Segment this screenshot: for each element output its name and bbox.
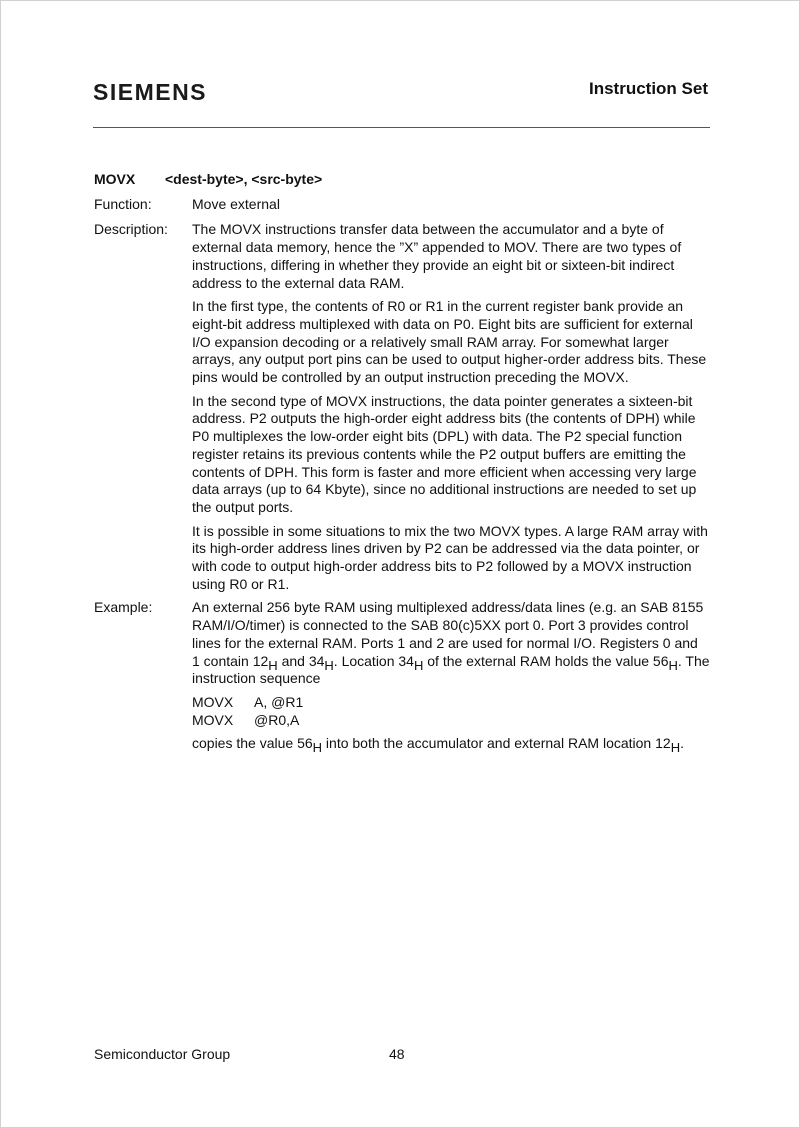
page-number: 48 [389, 1046, 405, 1062]
instruction-mnemonic: MOVX [94, 171, 136, 187]
text-line: pins would be controlled by an output instruction preceding the MOVX. [192, 369, 629, 386]
description-paragraph [192, 298, 724, 387]
text-line: address. P2 outputs the high-order eight address bits (the contents of DPH) while [192, 410, 696, 427]
description-row [94, 221, 724, 599]
text-run: An external 256 byte RAM using multiplexed address/data lines (e.g. an SAB 8155 [192, 599, 704, 616]
code-line [192, 712, 724, 730]
example-body [192, 599, 724, 756]
opcode: MOVX [192, 693, 234, 710]
text-line: using R0 or R1. [192, 575, 290, 592]
example-row [94, 599, 724, 756]
text-line [192, 670, 724, 688]
subscript-hex: H [670, 740, 681, 756]
siemens-logo: SIEMENS [93, 79, 208, 105]
code-listing [192, 694, 724, 729]
text-line [192, 617, 724, 635]
text-run: RAM/I/O/timer) is connected to the SAB 80(c)5XX port 0. Port 3 provides control [192, 617, 689, 634]
text-line: address to the external data RAM. [192, 274, 405, 291]
subscript-hex: H [668, 657, 678, 673]
text-line: P0 multiplexes the low-order eight bits (DPL) with data. The P2 special function [192, 428, 682, 445]
text-line: its high-order address lines driven by P2 can be addressed via the data pointer, or [192, 540, 700, 557]
example-label: Example: [94, 599, 153, 616]
operands: @R0,A [254, 711, 300, 728]
description-paragraph [192, 221, 724, 292]
text-line [192, 599, 724, 617]
description-paragraph [192, 523, 724, 594]
text-line: with code to output high-order address bits to P2 followed by a MOVX instruction [192, 558, 692, 575]
text-line: the output ports. [192, 498, 294, 515]
text-line: I/O expansion decoding or a relatively small RAM array. For somewhat larger [192, 333, 669, 350]
section-title: Instruction Set [588, 79, 708, 98]
text-run: . The [677, 652, 710, 669]
text-line: In the second type of MOVX instructions, the data pointer generates a sixteen-bit [192, 392, 693, 409]
subscript-hex: H [268, 657, 278, 673]
description-body [192, 221, 724, 599]
subscript-hex: H [312, 740, 323, 756]
text-run: lines for the external RAM. Ports 1 and 2 are used for normal I/O. Registers 0 and [192, 634, 698, 651]
text-line: It is possible in some situations to mix the two MOVX types. A large RAM array with [192, 522, 708, 539]
instruction-body [94, 171, 724, 756]
text-line: In the first type, the contents of R0 or R1 in the current register bank provide an [192, 298, 684, 315]
text-line: contents of DPH. This form is faster and more efficient when accessing very large [192, 463, 697, 480]
code-line [192, 694, 724, 712]
opcode: MOVX [192, 711, 234, 728]
text-run: instruction sequence [192, 670, 321, 687]
text-line: eight-bit address multiplexed with data on P0. Eight bits are sufficient for external [192, 315, 693, 332]
text-line: The MOVX instructions transfer data between the accumulator and a byte of [192, 221, 664, 238]
subscript-hex: H [413, 657, 424, 673]
text-run: copies the value 56 [192, 735, 313, 752]
instruction-heading [94, 171, 724, 189]
function-value: Move external [192, 195, 280, 212]
text-line: external data memory, hence the ”X” appended to MOV. There are two types of [192, 239, 682, 256]
text-line: arrays, any output port pins can be used to output higher-order address bits. These [192, 351, 707, 368]
instruction-operands: <dest-byte>, <src-byte> [165, 171, 323, 187]
text-line: register retains its previous contents while the P2 output buffers are emitting the [192, 445, 686, 462]
text-run: . Location 34 [333, 652, 414, 669]
description-paragraph [192, 393, 724, 517]
text-line [192, 653, 724, 671]
text-run: of the external RAM holds the value 56 [423, 652, 669, 669]
example-result [192, 735, 724, 756]
text-line: instructions, differing in whether they provide an eight bit or sixteen-bit indirect [192, 256, 675, 273]
header-divider [93, 127, 710, 128]
operands: A, @R1 [254, 693, 304, 710]
description-label: Description: [94, 221, 168, 238]
example-text [192, 599, 724, 688]
text-run: and 34 [277, 652, 325, 669]
text-line [192, 635, 724, 653]
footer-group: Semiconductor Group [94, 1046, 231, 1062]
function-row [94, 196, 724, 214]
subscript-hex: H [324, 657, 334, 673]
text-run: 1 contain 12 [192, 652, 269, 669]
text-run: . [680, 735, 684, 752]
function-label: Function: [94, 195, 152, 212]
text-line: data arrays (up to 64 Kbyte), since no additional instructions are needed to set up [192, 481, 697, 498]
text-run: into both the accumulator and external RAM location 12 [322, 735, 671, 752]
